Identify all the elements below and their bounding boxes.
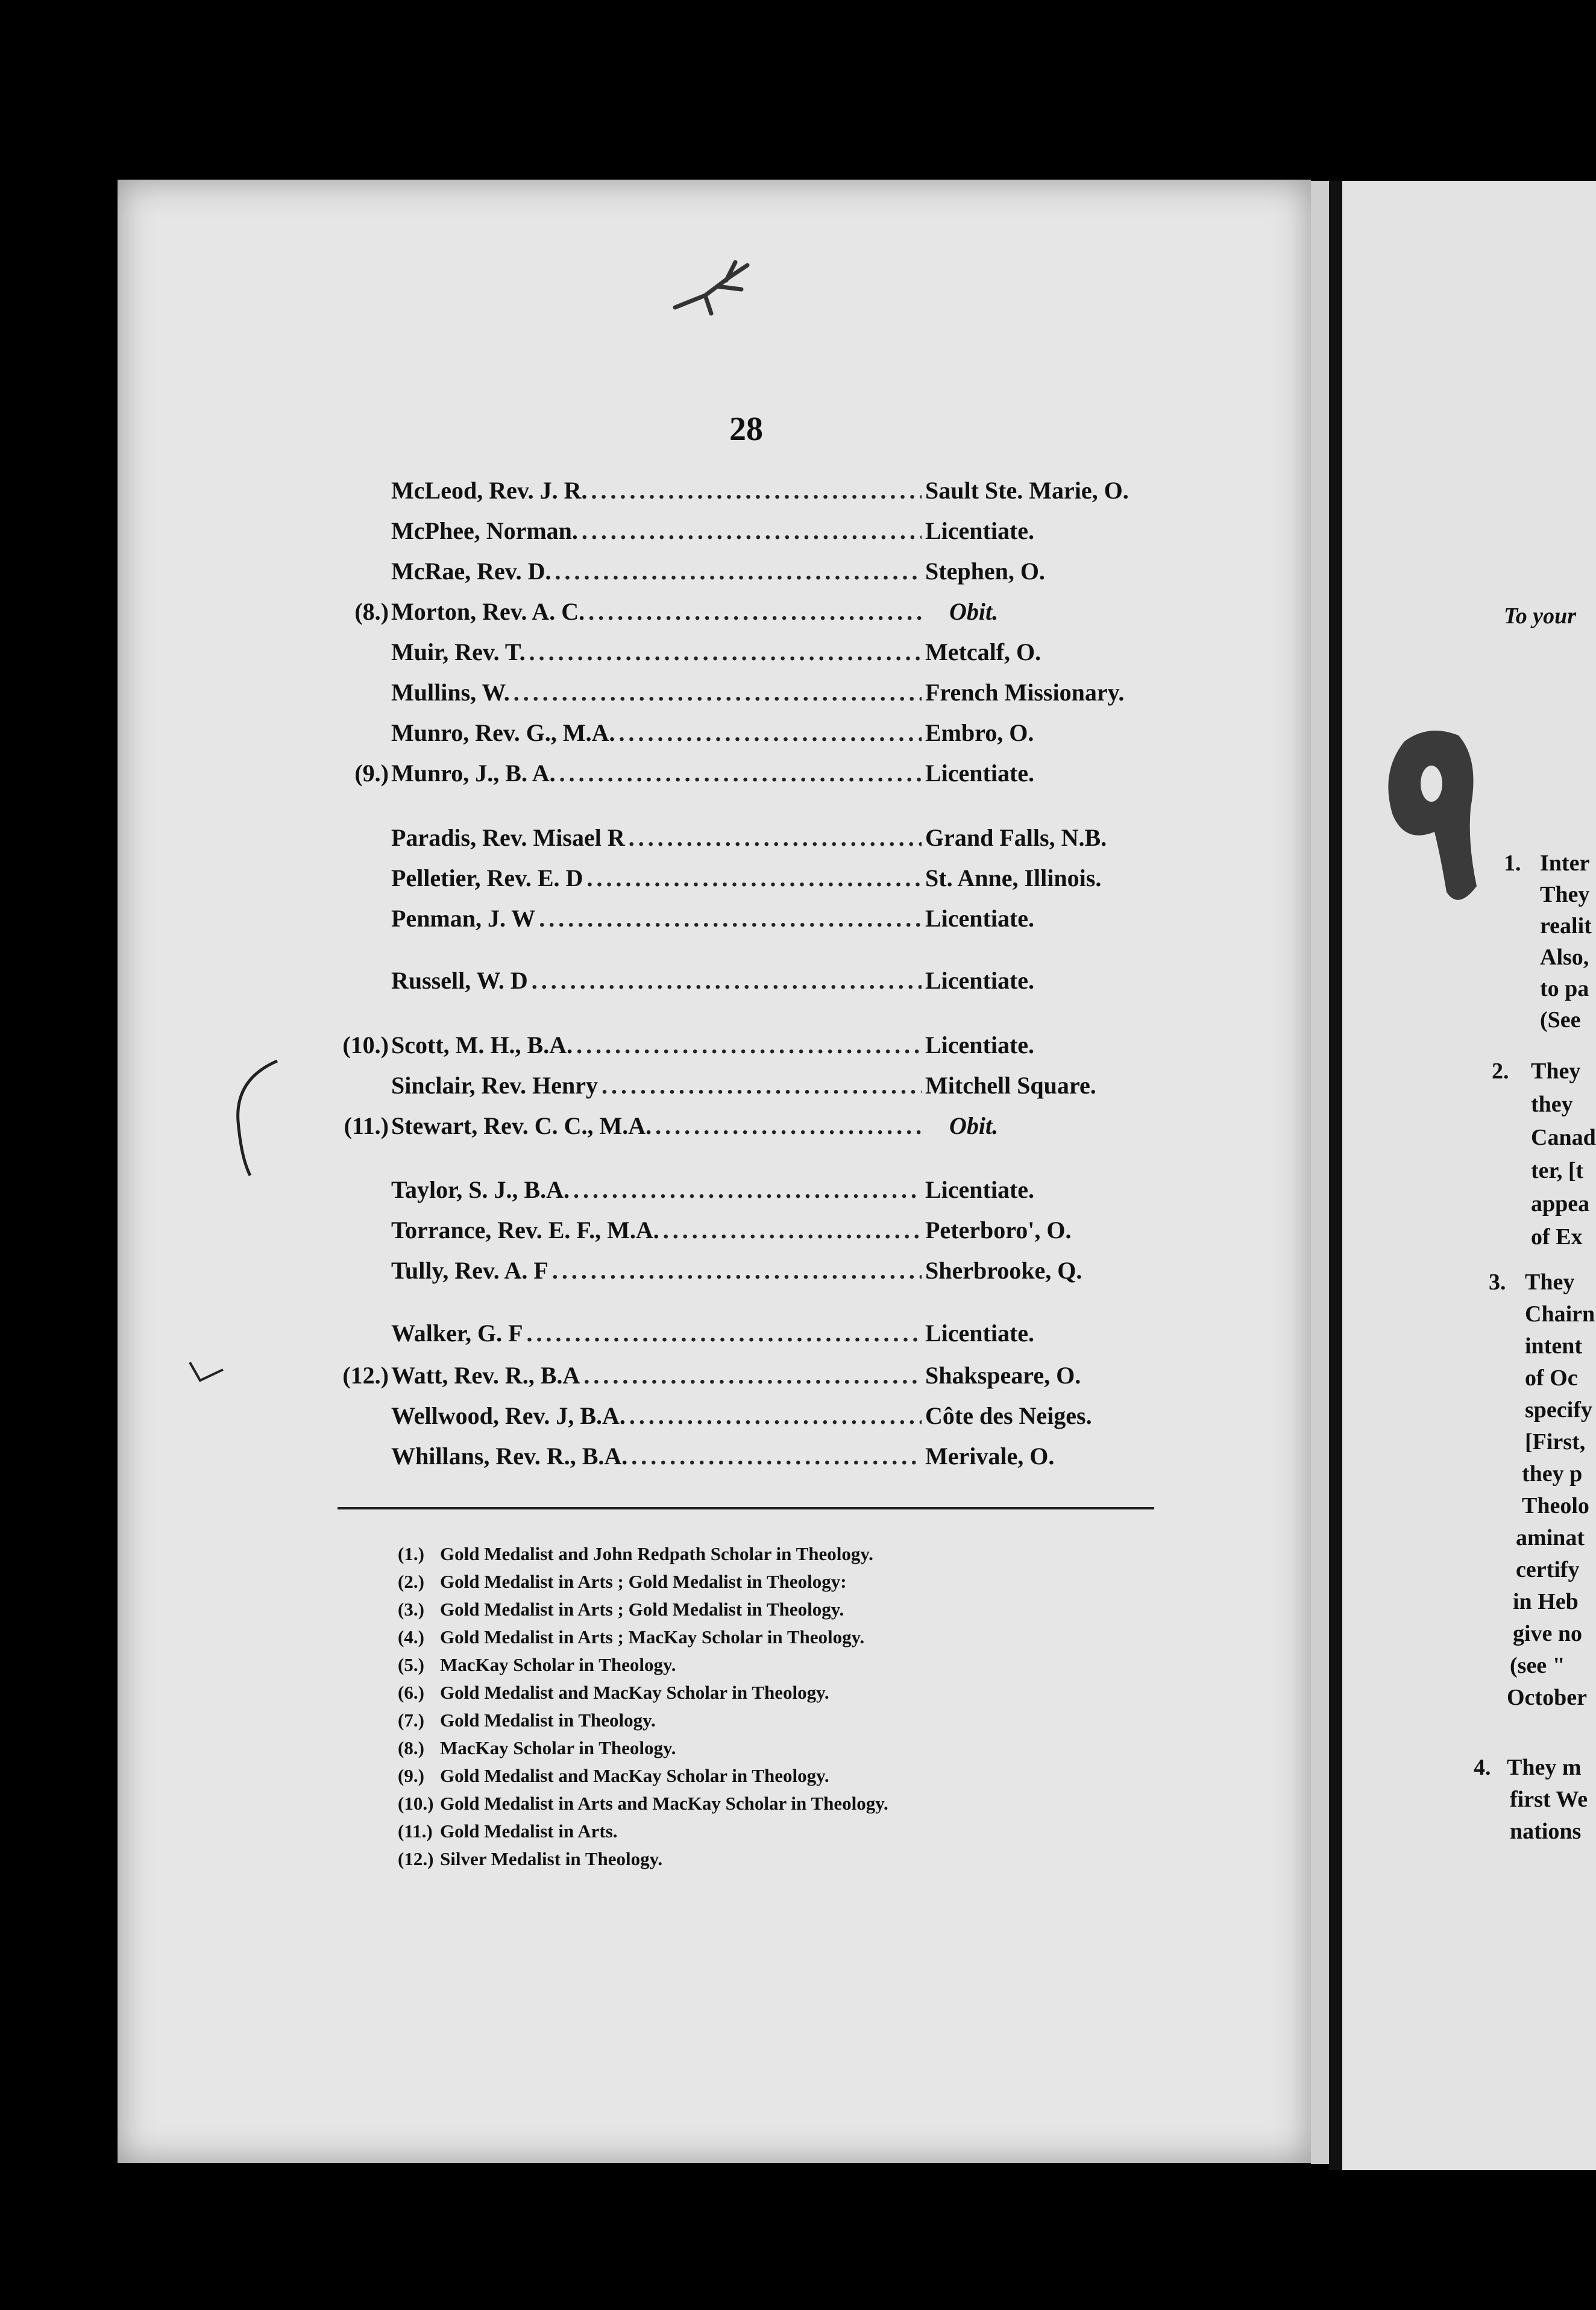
directory-entry: Whillans, Rev. R., B.A. ..... Merivale, O. [328,1442,1172,1470]
footnote: (11.) Gold Medalist in Arts. [398,1821,618,1842]
directory-entry: Sinclair, Rev. Henry ..... Mitchell Square. [328,1071,1172,1100]
right-page-item-number: 4. [1474,1755,1491,1780]
directory-entry: (9.) Munro, J., B. A. ..... Licentiate. [328,759,1172,787]
footnote: (8.) MacKay Scholar in Theology. [398,1737,676,1758]
directory-entry: Penman, J. W ..... Licentiate. [328,904,1172,933]
right-page-line: they [1531,1092,1573,1117]
right-page-line: nations [1510,1819,1582,1844]
page-nine-stain [1380,723,1483,910]
right-page-line: specify [1525,1397,1592,1423]
right-page-line: Theolo [1522,1493,1589,1518]
right-page-item-number: 1. [1504,851,1521,876]
right-page-line: of Oc [1525,1365,1578,1391]
footnote: (5.) MacKay Scholar in Theology. [398,1654,676,1675]
right-page-heading: To your [1504,603,1577,629]
footnote-divider [338,1507,1154,1509]
right-page-line: they p [1522,1461,1583,1487]
directory-entry: Muir, Rev. T. ..... Metcalf, O. [328,638,1172,666]
right-page-line: to pa [1540,976,1589,1001]
right-page-line: Inter [1540,851,1590,876]
book-spine [1329,181,1342,2170]
bracket-mark [229,1055,283,1182]
directory-entry: Torrance, Rev. E. F., M.A. ..... Peterboro', O. [328,1216,1172,1244]
right-page-line: certify [1516,1557,1580,1582]
footnote: (9.) Gold Medalist and MacKay Scholar in Theology. [398,1765,829,1786]
right-page-line: appea [1531,1191,1590,1216]
footnote: (12.) Silver Medalist in Theology. [398,1848,663,1869]
right-page-line: give no [1513,1621,1583,1646]
page-number: 28 [729,411,763,448]
footnote: (10.) Gold Medalist in Arts and MacKay Scholar in Theology. [398,1793,888,1814]
right-page-line: (see " [1510,1653,1565,1678]
check-mark [187,1356,229,1386]
directory-entry: Wellwood, Rev. J, B.A. ..... Côte des Neiges. [328,1402,1172,1430]
page-gutter [1311,181,1329,2164]
directory-entry: Russell, W. D ..... Licentiate. [328,966,1172,995]
directory-entry: McPhee, Norman. ..... Licentiate. [328,517,1172,545]
directory-entry: Mullins, W. ..... French Missionary. [328,678,1172,707]
directory-entry: Walker, G. F ..... Licentiate. [328,1319,1172,1347]
insect-stain [669,253,759,319]
footnote: (7.) Gold Medalist in Theology. [398,1710,656,1731]
right-page-line: [First, [1525,1429,1586,1455]
right-page-line: intent [1525,1333,1582,1359]
footnote: (1.) Gold Medalist and John Redpath Scholar in Theology. [398,1543,873,1564]
right-page-line: Chairn [1525,1301,1595,1327]
right-page-line: They [1525,1270,1575,1295]
directory-entry: McRae, Rev. D. ..... Stephen, O. [328,557,1172,585]
directory-entry: McLeod, Rev. J. R. ..... Sault Ste. Marie, O. [328,476,1172,505]
right-page-line: They [1540,882,1590,907]
right-page-line: Also, [1540,945,1589,970]
directory-entry: Tully, Rev. A. F ..... Sherbrooke, Q. [328,1256,1172,1285]
directory-entry: Taylor, S. J., B.A. ..... Licentiate. [328,1175,1172,1204]
right-page-line: in Heb [1513,1589,1579,1614]
right-page-line: Canad [1531,1125,1596,1150]
right-page-line: first We [1510,1787,1588,1812]
right-page-line: October [1507,1685,1587,1710]
right-page-line: aminat [1516,1525,1585,1550]
footnote: (4.) Gold Medalist in Arts ; MacKay Scholar in Theology. [398,1626,865,1648]
directory-entry: (11.) Stewart, Rev. C. C., M.A. ..... Obit. [328,1112,1172,1140]
directory-entry: Munro, Rev. G., M.A. ..... Embro, O. [328,719,1172,747]
right-page-line: ter, [t [1531,1158,1584,1183]
right-page-line: of Ex [1531,1224,1583,1250]
directory-entry: (10.) Scott, M. H., B.A. ..... Licentiate. [328,1031,1172,1059]
right-page-line: They m [1507,1755,1582,1780]
right-page-line: realit [1540,913,1592,939]
directory-entry: Paradis, Rev. Misael R ..... Grand Falls, N.B. [328,823,1172,852]
right-page-item-number: 3. [1489,1270,1506,1295]
directory-entry: (8.) Morton, Rev. A. C. ..... Obit. [328,597,1172,626]
directory-entry: Pelletier, Rev. E. D ..... St. Anne, Illinois. [328,864,1172,892]
right-page-line: They [1531,1059,1581,1084]
footnote: (2.) Gold Medalist in Arts ; Gold Medalist in Theology: [398,1571,847,1592]
footnote: (3.) Gold Medalist in Arts ; Gold Medalist in Theology. [398,1599,844,1620]
right-page-item-number: 2. [1492,1059,1509,1084]
right-page-line: (See [1540,1007,1581,1033]
footnote: (6.) Gold Medalist and MacKay Scholar in Theology. [398,1682,829,1703]
directory-entry: (12.) Watt, Rev. R., B.A ..... Shakspeare, O. [328,1361,1172,1389]
